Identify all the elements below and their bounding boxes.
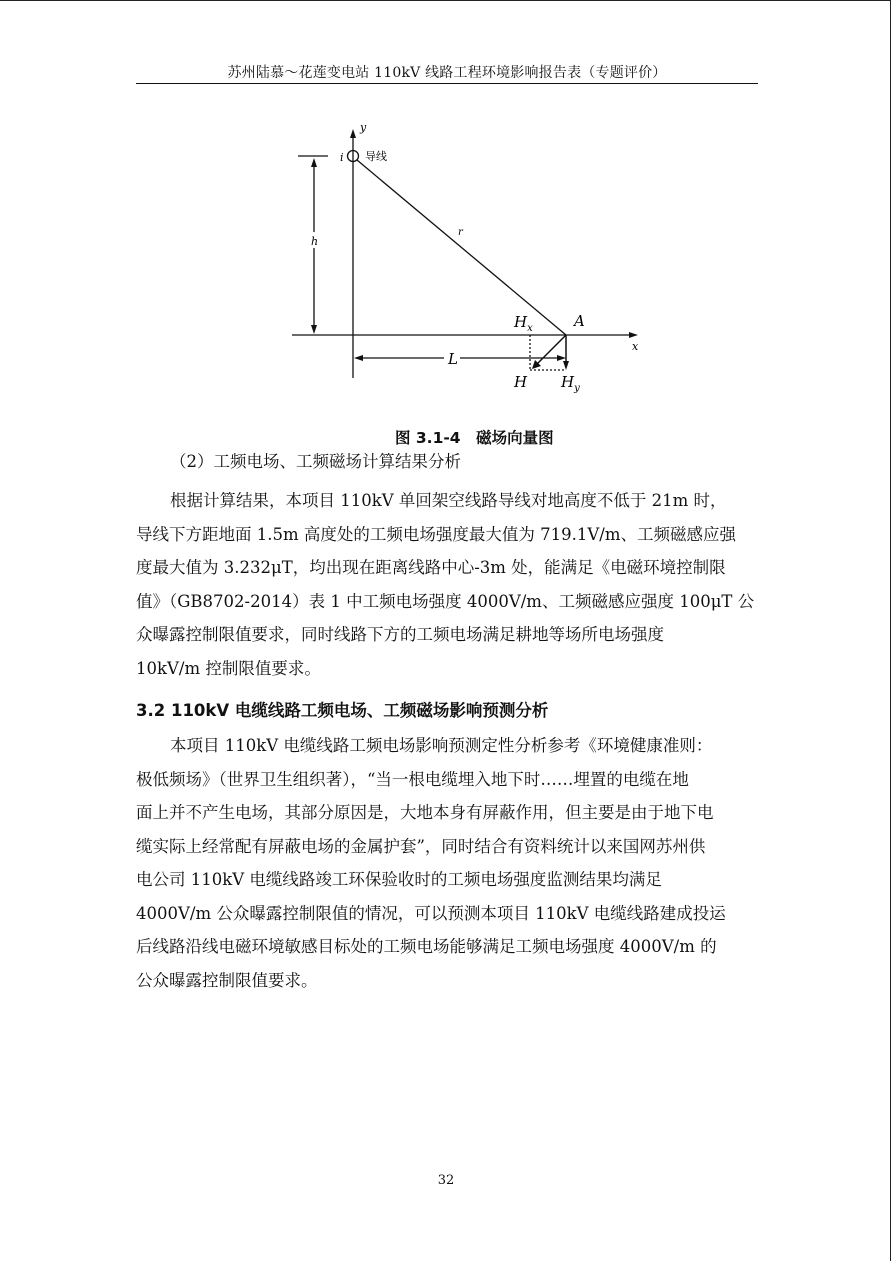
- Hx-label: $H_x$: [514, 313, 533, 334]
- L-arrow-left: [354, 355, 363, 361]
- paragraph-line: 10kV/m 控制限值要求。: [136, 658, 321, 678]
- magnetic-field-vector-figure: [280, 115, 650, 405]
- section-heading: 3.2 110kV 电缆线路工频电场、工频磁场影响预测分析: [136, 701, 549, 720]
- Hy-label: $H_y$: [561, 373, 580, 394]
- header-rule: [136, 83, 758, 84]
- paragraph-line: 导线下方距地面 1.5m 高度处的工频电场强度最大值为 719.1V/m、工频磁感应强: [136, 524, 736, 544]
- paragraph-line: 本项目 110kV 电缆线路工频电场影响预测定性分析参考《环境健康准则：: [170, 736, 713, 755]
- paragraph-cable-line-analysis: [136, 729, 758, 997]
- height-label: h: [311, 235, 319, 248]
- current-label: i: [340, 151, 344, 164]
- height-arrow-top: [311, 158, 317, 167]
- y-axis-arrow: [350, 129, 356, 138]
- x-axis-arrow: [629, 332, 638, 338]
- figure-caption: 图 3.1-4 磁场向量图: [395, 429, 554, 447]
- height-arrow-bottom: [311, 325, 317, 334]
- H-label: H: [514, 373, 528, 391]
- page-number: 32: [437, 1173, 455, 1188]
- H-vector: [536, 335, 566, 365]
- paragraph-line: 电公司 110kV 电缆线路竣工环保验收时的工频电场强度监测结果均满足: [136, 870, 662, 889]
- paragraph-line: 后线路沿线电磁环境敏感目标处的工频电场能够满足工频电场强度 4000V/m 的: [136, 937, 717, 956]
- distance-r-label: r: [458, 227, 463, 238]
- paragraph-line: 极低频场》（世界卫生组织著），“当一根电缆埋入地下时……埋置的电缆在地: [136, 769, 689, 789]
- paragraph-line: 公众曝露控制限值要求。: [136, 970, 318, 990]
- page-header: 苏州陆慕～花莲变电站 110kV 线路工程环境影响报告表（专题评价）: [227, 65, 667, 81]
- paragraph-line: 缆实际上经常配有屏蔽电场的金属护套”，同时结合有资料统计以来国网苏州供: [136, 836, 706, 856]
- paragraph-line: 度最大值为 3.232μT，均出现在距离线路中心-3m 处，能满足《电磁环境控制限: [136, 558, 726, 577]
- vector-diagram: [280, 115, 650, 405]
- x-axis-label: x: [632, 340, 639, 353]
- paragraph-line: 4000V/m 公众曝露控制限值的情况，可以预测本项目 110kV 电缆线路建成投运: [136, 903, 726, 923]
- conductor-label: 导线: [365, 150, 387, 163]
- distance-line-r: [357, 160, 566, 335]
- Hy-arrowhead: [563, 361, 569, 370]
- point-A-label: A: [574, 312, 585, 330]
- L-label: L: [448, 350, 458, 368]
- paragraph-line: 面上并不产生电场，其部分原因是，大地本身有屏蔽作用，但主要是由于地下电: [136, 803, 714, 822]
- paragraph-line: 根据计算结果，本项目 110kV 单回架空线路导线对地高度不低于 21m 时，: [170, 491, 727, 510]
- paragraph-line: 众曝露控制限值要求，同时线路下方的工频电场满足耕地等场所电场强度: [136, 625, 664, 644]
- y-axis-label: y: [360, 121, 367, 134]
- subsection-heading: （2）工频电场、工频磁场计算结果分析: [170, 452, 461, 471]
- L-arrow-right: [557, 355, 566, 361]
- paragraph-overhead-line-results: [136, 484, 758, 685]
- paragraph-line: 值》（GB8702-2014）表 1 中工频电场强度 4000V/m、工频磁感应强度 100μT 公: [136, 591, 755, 611]
